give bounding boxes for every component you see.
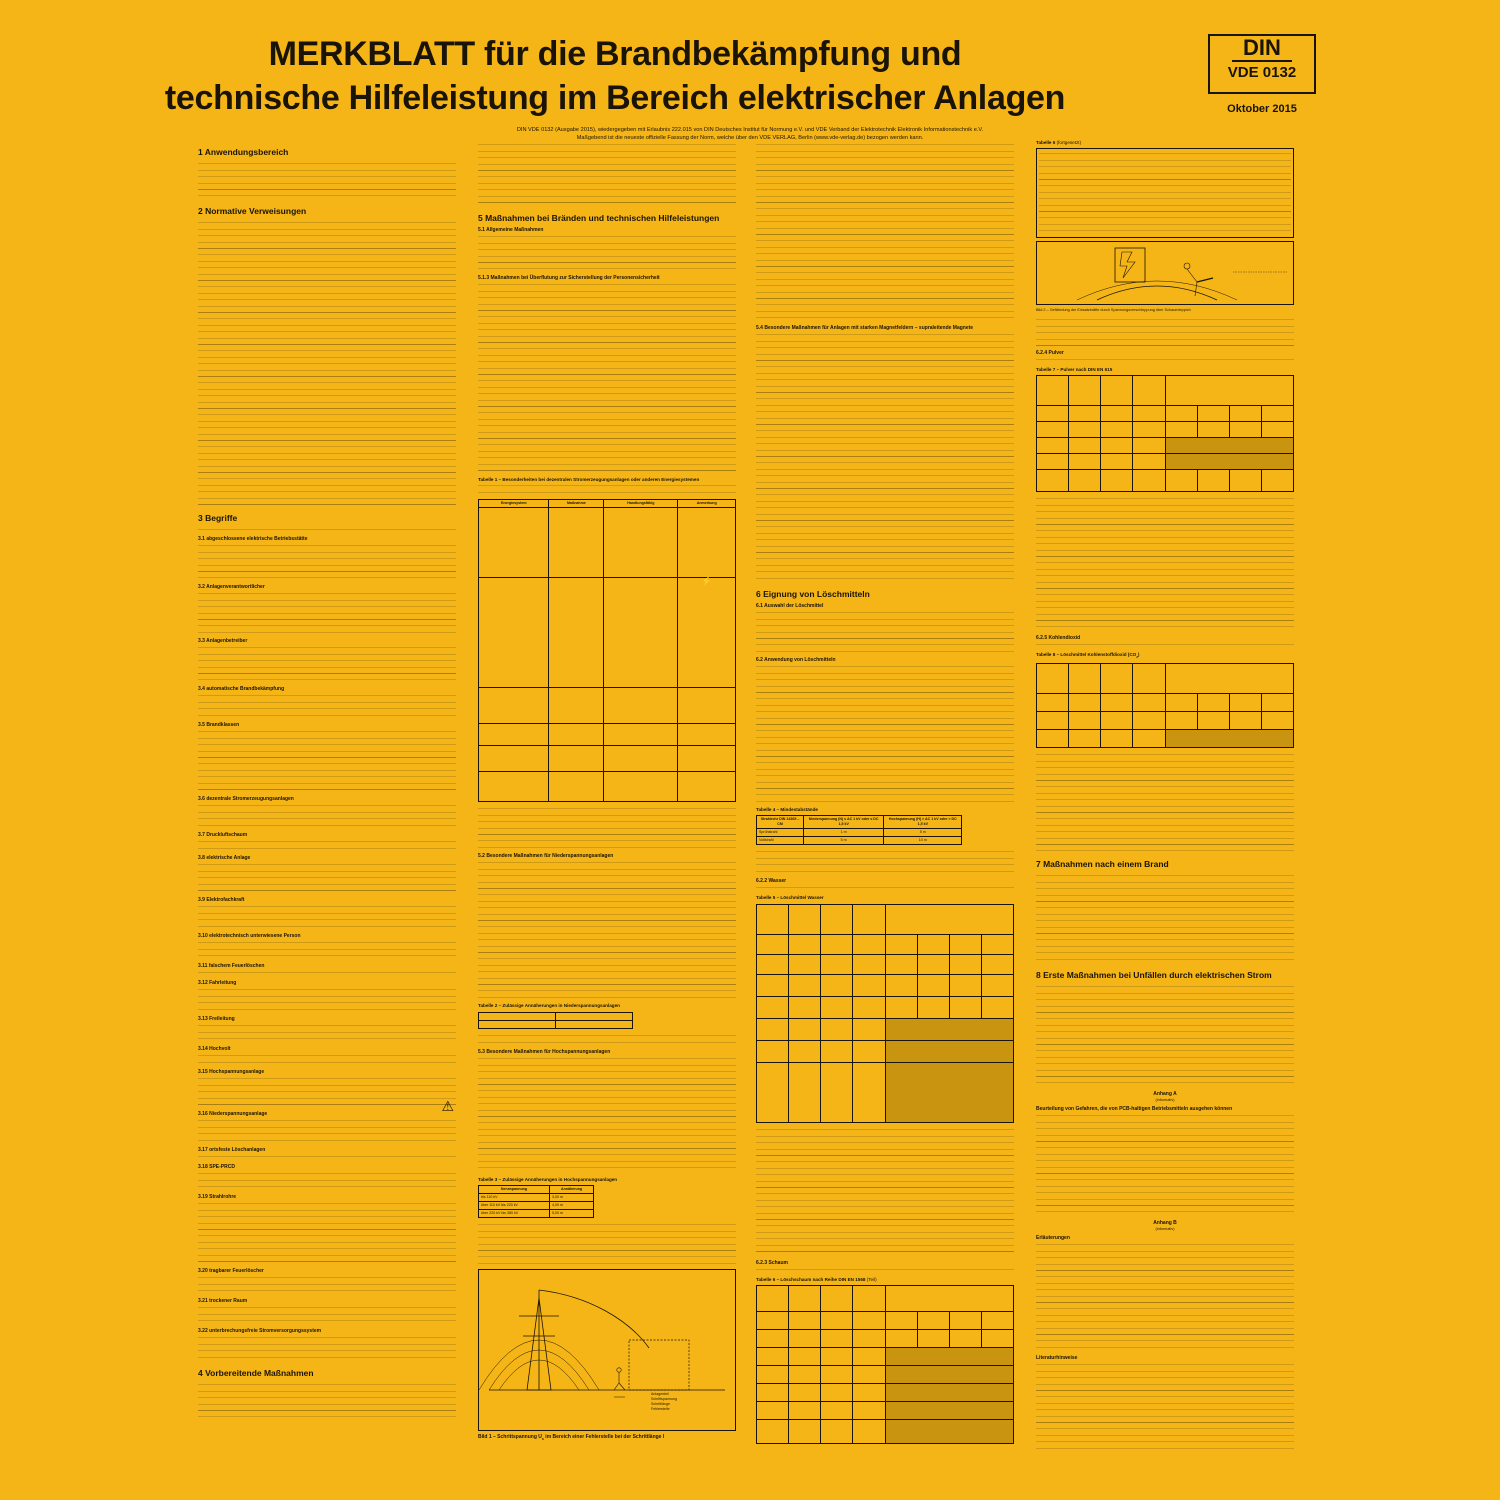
section-heading: 8 Erste Maßnahmen bei Unfällen durch elektrischen Strom — [1036, 969, 1272, 980]
literature-heading: Literaturhinweise — [1036, 1355, 1078, 1362]
table-6-continued — [1036, 148, 1294, 238]
legend-item: Schrittlänge — [651, 1402, 670, 1407]
step-voltage-diagram — [479, 1270, 735, 1430]
annex-heading: Anhang B — [1153, 1219, 1177, 1226]
table-cell: Vollstrahl — [757, 837, 804, 845]
table-3 — [478, 1185, 594, 1218]
table-cell: 10 m — [884, 837, 962, 845]
body-text — [756, 1267, 1014, 1274]
term-heading: 3.10 elektrotechnisch unterwiesene Person — [198, 933, 301, 939]
table-caption-text: Tabelle 6 – Löschschaum nach Reihe DIN EN 1568 — [756, 1276, 866, 1282]
table-6 — [756, 1285, 1014, 1444]
annex-title: Erläuterungen — [1036, 1235, 1070, 1242]
term-heading: 3.21 trockener Raum — [198, 1298, 248, 1304]
body-text — [198, 970, 456, 977]
copyright-line-1: DIN VDE 0132 (Ausgabe 2015), wiedergegeben mit Erlaubnis 222.015 von DIN Deutsches Institut für Normung e.V. und VDE Verband der Elektrotechnik Elektronik Informationstechnik e.V. — [516, 127, 984, 133]
title-line-1: MERKBLATT für die Brandbekämpfung und — [268, 35, 962, 73]
table-caption-text: Tabelle 6 — [1036, 140, 1056, 145]
term-heading: 3.18 SPE-PRCD — [198, 1164, 235, 1170]
table-cell: 5 m — [804, 837, 884, 845]
table-caption: Tabelle 1 – Besonderheiten bei dezentralen Stromerzeugungsanlagen oder anderen Energiesystemen — [478, 477, 700, 482]
table-1 — [478, 499, 736, 802]
table-header: Hochspannung (H) > AC 1 kV oder > DC 1,5 kV — [884, 816, 962, 829]
body-text — [478, 282, 736, 474]
table-4 — [756, 815, 962, 845]
subsection-heading: 5.3 Besondere Maßnahmen für Hochspannungsanlagen — [478, 1048, 611, 1055]
table-caption — [1036, 140, 1294, 146]
body-text — [478, 806, 736, 850]
table-header: Niederspannung (N) ≤ AC 1 kV oder ≤ DC 1,5 kV — [804, 816, 884, 829]
body-text — [198, 862, 456, 894]
table-header: Nennspannung — [479, 1186, 550, 1194]
body-text — [478, 1056, 736, 1174]
legend-item: Fehlerstelle — [651, 1407, 670, 1412]
table-5 — [756, 904, 1014, 1123]
body-text — [198, 1154, 456, 1161]
section-heading: 2 Normative Verweisungen — [198, 206, 307, 216]
table-caption-tail: (Teil) — [865, 1276, 877, 1282]
body-text — [198, 591, 456, 635]
body-text — [756, 849, 1014, 875]
figure-caption-tail: im Bereich einer Fehlerstelle bei der Schrittlänge l — [543, 1434, 665, 1441]
figure-legend — [651, 1392, 677, 1412]
table-8 — [1036, 663, 1294, 748]
body-text — [198, 1305, 456, 1325]
body-text — [198, 693, 456, 719]
body-text — [1036, 873, 1294, 963]
body-text — [756, 332, 1014, 582]
table-header: Strahlrohr DIN 14365 – CM — [757, 816, 804, 829]
legend-item: Schrittspannung — [651, 1397, 677, 1402]
lightning-bolt-icon: ⚡ — [701, 576, 713, 587]
table-cell: Sprühstrahl — [757, 829, 804, 837]
body-text — [198, 803, 456, 829]
body-text — [198, 1076, 456, 1108]
table-caption: Tabelle 3 – Zulässige Annäherungen in Hochspannungsanlagen — [478, 1176, 618, 1182]
literature-list — [1036, 1362, 1294, 1452]
figure-2-foam-hazard — [1036, 241, 1294, 305]
section-heading: 7 Maßnahmen nach einem Brand — [1036, 858, 1169, 869]
subsection-heading: 6.2.2 Wasser — [756, 878, 787, 885]
annex-subheading: (informativ) — [1155, 1097, 1175, 1102]
term-heading: 3.19 Strahlrohre — [198, 1194, 237, 1200]
section-heading: 4 Vorbereitende Maßnahmen — [198, 1368, 314, 1378]
subsection-heading: 5.4 Besondere Maßnahmen für Anlagen mit starken Magnetfeldern – supraleitende Magnete — [756, 325, 974, 331]
din-vde-badge — [1208, 34, 1316, 94]
table-caption: Tabelle 7 – Pulver nach DIN EN 615 — [1036, 366, 1113, 372]
subsection-heading: 6.2.4 Pulver — [1036, 349, 1064, 356]
table-notes — [756, 1127, 1014, 1257]
table-notes — [1036, 752, 1294, 852]
vde-label: VDE 0132 — [1227, 64, 1297, 81]
body-text — [198, 904, 456, 930]
body-text — [1036, 1242, 1294, 1352]
section-heading: 3 Begriffe — [198, 513, 238, 523]
table-cell: 4,00 m — [550, 1202, 594, 1210]
body-text — [198, 645, 456, 683]
figure-caption-text: Bild 1 – Schrittspannung U — [478, 1434, 542, 1441]
body-text — [478, 483, 736, 496]
term-heading: 3.14 Hochvolt — [198, 1046, 231, 1052]
subsection-heading: 5.1.3 Maßnahmen bei Überflutung zur Sicherstellung der Personensicherheit — [478, 275, 660, 281]
body-text — [198, 940, 456, 960]
body-text — [198, 161, 456, 199]
column-3 — [756, 140, 1014, 1480]
figure-1-step-voltage — [478, 1269, 736, 1431]
term-heading: 3.3 Anlagenbetreiber — [198, 638, 248, 644]
term-heading: 3.12 Fahrleitung — [198, 980, 237, 986]
table-cell: 5,00 m — [550, 1210, 594, 1218]
term-heading: 3.13 Freileitung — [198, 1016, 235, 1022]
column-1 — [198, 140, 456, 1480]
body-text — [756, 610, 1014, 654]
table-2 — [478, 1012, 633, 1029]
table-caption: Tabelle 4 – Mindestabstände — [756, 807, 818, 812]
term-heading: 3.11 falschem Feuerlöschen — [198, 963, 265, 969]
body-text — [1036, 1113, 1294, 1217]
term-heading: 3.6 dezentrale Stromerzeugungsanlagen — [198, 796, 294, 802]
figure-caption: Bild 2 – Gefährdung der Einsatzkräfte durch Spannungsverschleppung über Schaumteppich — [1036, 308, 1191, 313]
body-text — [1036, 642, 1294, 649]
term-heading: 3.22 unterbrechungsfreie Stromversorgungssystem — [198, 1328, 322, 1334]
table-cell: bis 110 kV — [479, 1194, 550, 1202]
body-text — [1036, 984, 1294, 1088]
term-heading: 3.17 ortsfeste Löschanlagen — [198, 1147, 266, 1153]
table-caption-text: Tabelle 8 – Löschmittel Kohlenstoffdioxid (CO — [1036, 652, 1137, 658]
table-notes — [1036, 496, 1294, 632]
body-text — [756, 664, 1014, 804]
body-text — [198, 987, 456, 1013]
body-text — [198, 1382, 456, 1420]
annex-subheading: (informativ) — [1155, 1226, 1175, 1231]
term-heading: 3.7 Druckluftschaum — [198, 832, 248, 838]
warning-triangle-icon: ⚠ — [441, 1098, 454, 1114]
subsection-heading: 6.1 Auswahl der Löschmittel — [756, 603, 824, 609]
body-text — [478, 234, 736, 272]
column-4 — [1036, 140, 1294, 1480]
table-notes — [1039, 151, 1291, 231]
subsection-heading: 5.2 Besondere Maßnahmen für Niederspannungsanlagen — [478, 853, 614, 860]
table-header: Annäherung — [550, 1186, 594, 1194]
annex-title: Beurteilung von Gefahren, die von PCB-haltigen Betriebsmitteln ausgehen können — [1036, 1105, 1233, 1112]
foam-hazard-diagram — [1037, 242, 1293, 304]
section-heading: 6 Eignung von Löschmitteln — [756, 589, 870, 599]
body-text — [198, 1023, 456, 1043]
body-text — [478, 142, 736, 206]
table-cell: 3,00 m — [550, 1194, 594, 1202]
subsection-heading: 5.1 Allgemeine Maßnahmen — [478, 227, 544, 233]
table-cell: über 110 kV bis 220 kV — [479, 1202, 550, 1210]
term-heading: 3.1 abgeschlossene elektrische Betriebsstätte — [198, 536, 308, 542]
term-heading: 3.5 Brandklassen — [198, 722, 240, 728]
section-heading: 5 Maßnahmen bei Bränden und technischen Hilfeleistungen — [478, 213, 720, 223]
table-header: Handlungsfähig — [604, 500, 678, 508]
figure-legend — [1036, 317, 1294, 347]
body-text — [198, 1335, 456, 1361]
subsection-heading: 6.2.5 Kohlendioxid — [1036, 635, 1081, 642]
body-text — [198, 839, 456, 852]
subsection-heading: 6.2.3 Schaum — [756, 1259, 788, 1266]
edition-date: Oktober 2015 — [1227, 103, 1297, 115]
body-text — [198, 1201, 456, 1265]
table-cell: 1 m — [804, 829, 884, 837]
table-caption-tail: (fortgesetzt) — [1055, 140, 1082, 145]
table-cell: 5 m — [884, 829, 962, 837]
term-heading: 3.4 automatische Brandbekämpfung — [198, 686, 285, 692]
table-7 — [1036, 375, 1294, 492]
body-text — [478, 860, 736, 1000]
body-text — [1036, 357, 1294, 364]
term-heading: 3.2 Anlagenverantwortlicher — [198, 584, 265, 590]
reference-list — [198, 220, 456, 506]
body-text — [756, 142, 1014, 322]
term-heading: 3.8 elektrische Anlage — [198, 855, 251, 861]
term-heading: 3.9 Elektrofachkraft — [198, 897, 245, 903]
table-header: Energiesystem — [479, 500, 549, 508]
legend-item: Anlagenteil — [651, 1392, 669, 1397]
body-text — [198, 729, 456, 793]
section-heading: 1 Anwendungsbereich — [198, 147, 289, 157]
table-caption — [756, 1277, 1014, 1283]
table-caption: Tabelle 8 – Löschmittel Kohlenstoffdioxid $(CO_2)$ — [1036, 652, 1140, 660]
figure-caption: Bild 1 – Schrittspannung $U_S$ im Bereich einer Fehlerstelle bei der Schrittlänge l — [478, 1434, 665, 1442]
table-header: Anmerkung — [678, 500, 736, 508]
table-cell: über 220 kV bis 380 kV — [479, 1210, 550, 1218]
term-heading: 3.15 Hochspannungsanlage — [198, 1069, 265, 1075]
title-line-2: technische Hilfeleistung im Bereich elektrischer Anlagen — [164, 79, 1066, 117]
column-2 — [478, 140, 736, 1480]
table-caption: Tabelle 5 – Löschmittel Wasser — [756, 895, 824, 901]
body-text — [198, 1118, 456, 1144]
term-heading: 3.16 Niederspannungsanlage — [198, 1111, 268, 1117]
body-text — [198, 543, 456, 581]
term-heading: 3.20 tragbarer Feuerlöscher — [198, 1268, 264, 1274]
page-title — [70, 32, 1160, 120]
table-caption: Tabelle 2 – Zulässige Annäherungen in Niederspannungsanlagen — [478, 1003, 620, 1009]
body-text — [198, 527, 456, 533]
body-text — [198, 1275, 456, 1295]
body-text — [478, 1033, 736, 1046]
annex-heading: Anhang A — [1153, 1090, 1177, 1097]
subsection-heading: 6.2 Anwendung von Löschmitteln — [756, 657, 836, 663]
body-text — [478, 1222, 736, 1266]
body-text — [198, 1171, 456, 1191]
table-header: Maßnahme — [549, 500, 604, 508]
copyright-line-2: Maßgebend ist die neueste offizielle Fassung der Norm, welche über den VDE VERLAG, Berlin (www.vde-verlag.de) bezogen werden kann. — [576, 135, 924, 141]
body-text — [756, 885, 1014, 892]
body-text — [198, 1053, 456, 1066]
din-label: DIN — [1232, 36, 1292, 62]
